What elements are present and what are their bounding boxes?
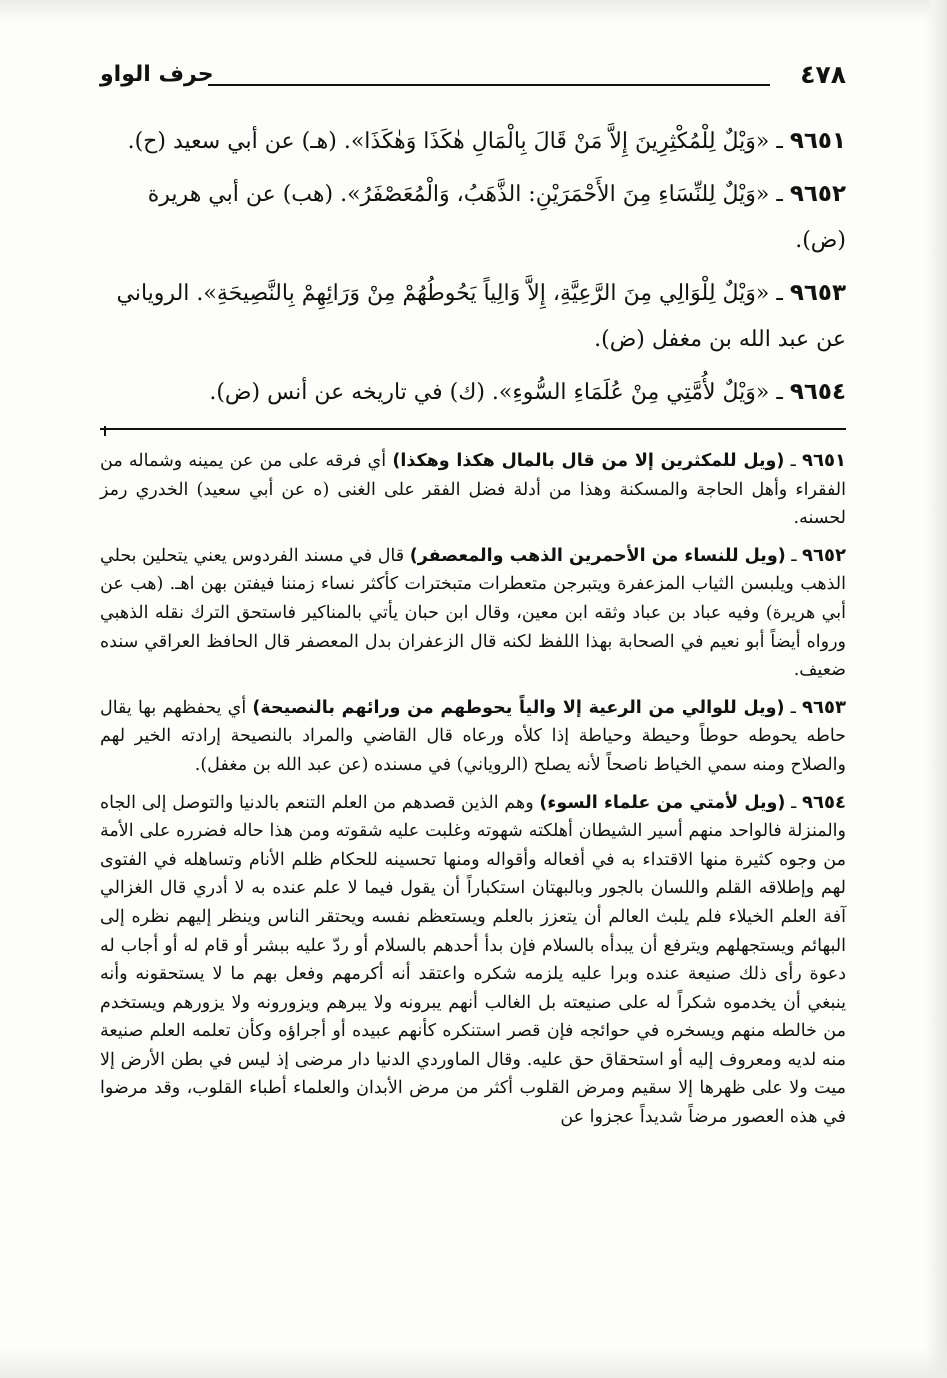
hadith-text: «وَيْلٌ لِلْوَالِي مِنَ الرَّعِيَّةِ، إِلاَّ وَالِياً يَحُوطُهُمْ مِنْ وَرَائِهِمْ بِالنَّصِيحَةِ». الروياني عن عبد الله بن مغفل (ض). [116, 281, 846, 352]
commentary-dash: ـ [784, 451, 796, 471]
hadith-dash: ـ [769, 129, 783, 154]
commentary-number: ٩٦٥٤ [802, 791, 846, 813]
commentary-dash: ـ [784, 697, 796, 718]
hadith-entry [100, 118, 846, 165]
commentary-text: أي يحفظهم بها يقال حاطه يحوطه حوطاً وحيطة وحياطة إذا كلأه ورعاه قال القاضي والمراد بالنصيحة إرادته الخير لهم والصلاح ومنه سمي الخياط ناصحاً لأنه يصلح (الروياني) في مسنده (عن عبد الله بن مغفل). [100, 697, 846, 775]
commentary-dash: ـ [785, 792, 797, 813]
commentary-dash: ـ [785, 545, 797, 566]
scan-shadow-right [925, 0, 947, 1378]
commentary-text: وهم الذين قصدهم من العلم التنعم بالدنيا والتوصل إلى الجاه والمنزلة فالواحد منهم أسير الشيطان أهلكته شهوته وغلبت عليه شقوته ومن هذا حاله فضرره على الأمة من وجوه كثيرة منها الاقتداء به في أفعاله وأقواله ومنها تحسينه للحكام ظلم الأنام وتساهله في الفتوى لهم وإطلاقه القلم واللسان بالجور وبالبهتان استكباراً أن يقول فيما لا علم عنده به لا أدري قال الغزالي آفة العلم الخيلاء فلم يلبث العالم أن يتعزز بالعلم ويستعظم نفسه ويحتقر الناس وينظر إليهم نظره إلى البهائم ويستجهلهم ويترفع أن يبدأه بالسلام فإن بدأ أحدهم بالسلام أو ردّ عليه ببشر أو قام له أو أجاب له دعوة رأى ذلك صنيعة عنده وبرا عليه يلزمه شكره واعتقد أنه أكرمهم وفعل بهم ما لا يستحقونه وأنه ينبغي أن يخدموه شكراً له على صنيعته بل الغالب أنهم يبرونه ولا يبرهم ويزورونه ولا يزورهم ويستخدم من خالطه منهم ويسخره في حوائجه فإن قصر استنكره كأنهم عبيده أو أجراؤه وكأن تعلمه العلم صنيعة منه لديه ومعروف إليه أو استحقاق حق عليه. وقال الماوردي الدنيا دار مرضى إذ ليس في بطن الأرض إلا ميت ولا على ظهرها إلا سقيم ومرض القلوب أكثر من مرض الأبدان والعلماء أطباء القلوب، وقد مرضوا في هذه العصور مرضاً شديداً عجزوا عن [100, 792, 846, 1128]
commentary-lemma: (ويل للمكثرين إلا من قال بالمال هكذا وهكذا) [392, 451, 785, 471]
hadith-entry [100, 270, 846, 363]
commentary-entry [100, 694, 846, 780]
hadith-dash: ـ [769, 281, 783, 306]
hadith-number: ٩٦٥٤ [789, 379, 846, 405]
running-header [100, 58, 846, 96]
hadith-dash: ـ [769, 380, 783, 405]
hadith-entry [100, 171, 846, 264]
commentary-lemma: (ويل لأمتي من علماء السوء) [539, 792, 786, 813]
header-rule [208, 84, 770, 86]
hadith-text: «وَيْلٌ لِلنِّسَاءِ مِنَ الأَحْمَرَيْنِ: الذَّهَبُ، وَالْمُعَصْفَرُ». (هب) عن أبي هريرة (ض). [147, 182, 846, 253]
hadith-text: «وَيْلٌ لأُمَّتِي مِنْ عُلَمَاءِ السُّوءِ». (ك) في تاريخه عن أنس (ض). [209, 380, 770, 405]
commentary-text: قال في مسند الفردوس يعني يتحلين بحلي الذهب ويلبسن الثياب المزعفرة ويتبرجن متعطرات متبخترات كأكثر نساء زمننا فيفتن بهن اهـ. (هب عن أبي هريرة) وفيه عباد بن عباد وثقه ابن معين، وقال ابن حبان يأتي بالمناكير فاستحق الترك نقله الذهبي ورواه أيضاً أبو نعيم في الصحابة بهذا اللفظ لكنه قال الزعفران بدل المعصفر قال الحافظ العراقي سنده ضعيف. [100, 545, 846, 681]
commentary-section [100, 447, 846, 1141]
commentary-entry [100, 789, 846, 1132]
hadith-number: ٩٦٥٢ [789, 181, 846, 207]
commentary-number: ٩٦٥٣ [802, 696, 846, 718]
hadith-texts [100, 118, 846, 422]
commentary-lemma: (ويل للنساء من الأحمرين الذهب والمعصفر) [409, 545, 786, 566]
commentary-entry [100, 447, 846, 533]
commentary-number: ٩٦٥٢ [802, 544, 846, 566]
hadith-dash: ـ [769, 182, 783, 207]
hadith-number: ٩٦٥١ [789, 128, 846, 154]
commentary-text: أي فرقه على من عن يمينه وشماله من الفقراء وأهل الحاجة والمسكنة وهذا من أدلة فضل الفقر على الغنى (ه عن أبي سعيد) الخدري رمز لحسنه. [100, 451, 846, 529]
hadith-text: «وَيْلٌ لِلْمُكْثِرِينَ إِلاَّ مَنْ قَالَ بِالْمَالِ هٰكَذَا وَهٰكَذَا». (هـ) عن أبي سعيد (ح). [127, 129, 770, 154]
commentary-number: ٩٦٥١ [802, 450, 846, 471]
scan-shadow-top [0, 0, 947, 22]
commentary-divider [100, 428, 846, 430]
hadith-number: ٩٦٥٣ [789, 280, 846, 306]
scan-shadow-bottom [0, 1348, 947, 1378]
hadith-entry [100, 369, 846, 416]
chapter-title: حرف الواو [100, 62, 214, 87]
commentary-lemma: (ويل للوالي من الرعية إلا والياً يحوطهم من ورائهم بالنصيحة) [252, 697, 785, 718]
commentary-entry [100, 542, 846, 685]
page-number: ٤٧٨ [800, 60, 846, 89]
